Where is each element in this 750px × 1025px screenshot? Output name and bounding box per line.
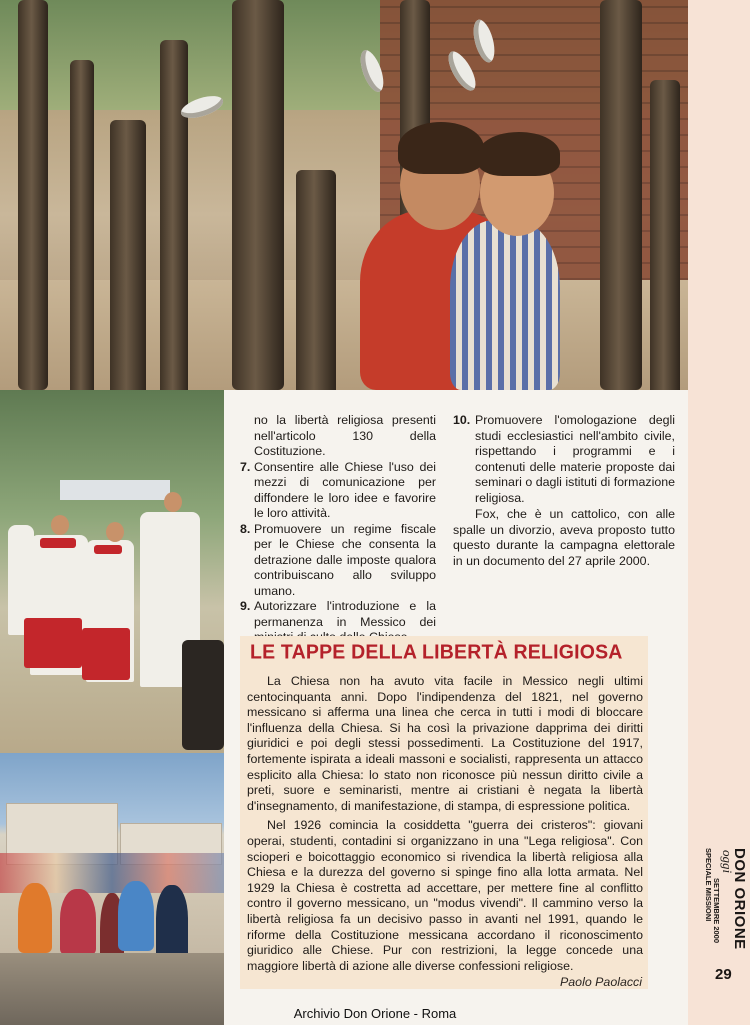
item-text: Promuovere l'omologazione degli studi ecclesiastici nell'ambito civile, rispettando i programmi e i contenuti delle materie proposte dai seminari o dagli istituti di formazione religiosa.	[475, 413, 675, 505]
side-sub2-wrap	[701, 848, 719, 921]
photo-children-fence	[0, 0, 688, 390]
text-column-right	[453, 413, 675, 569]
box-body	[247, 674, 643, 974]
item-number: 10.	[453, 413, 471, 427]
continuation-text: no la libertà religiosa presenti nell'articolo 130 della Costituzione.	[254, 413, 436, 458]
item-number: 8.	[240, 521, 251, 536]
page-number: 29	[715, 966, 732, 983]
box-paragraph: Nel 1926 comincia la cosiddetta "guerra dei cristeros": giovani operai, studenti, contadini si organizzano in una "Lega religiosa". Con scioperi e boicottaggio economico si rivendica la libertà religiosa alla Chiesa e la durezza del governo si spinge fino alla lotta armata. Nel 1929 la Chiesa è costretta ad accettare, per mettere fine al conflitto contro il governo messicano, un "modus vivendi". Il cammino verso la libertà religiosa fa un decisivo passo in avanti nel 1991, quando le riforme della Costituzione messicana accordano il riconoscimento giuridico alle Chiese. Pur con restrizioni, la legge concede una maggiore libertà di azione alle diverse confessioni religiose.	[247, 818, 643, 973]
magazine-side-label	[696, 848, 750, 968]
box-title: LE TAPPE DELLA LIBERTÀ RELIGIOSA	[250, 640, 623, 664]
sidebar-box-religious-freedom	[240, 636, 648, 989]
magazine-brand: DON ORIONE	[731, 848, 748, 950]
author-signature: Paolo Paolacci	[560, 975, 642, 989]
magazine-logo: oggi	[720, 850, 735, 874]
box-paragraph: La Chiesa non ha avuto vita facile in Messico negli ultimi centocinquanta anni. Dopo l'indipendenza del 1821, nel governo messicano si afferma una linea che cerca in tutti i modi di bloccare l'influenza della Chiesa. Si ha così la privazione dapprima dei diritti giuridici e poi degli stessi possedimenti. La Costituzione del 1917, fortemente ispirata a ideali massoni e socialisti, rappresenta un attacco esplicito alla Chiesa: lo stato non riconosce più nessun diritto civile a preti, suore e seminaristi, mentre ai cristiani è negata la libertà d'insegnamento, di manifestazione, di stampa, di espressione politica.	[247, 674, 643, 813]
proposal-list	[240, 460, 436, 646]
issue-date: SETTEMBRE 2000	[712, 878, 721, 944]
item-text: Autorizzare l'introduzione e la permanenza in Messico dei	[254, 599, 436, 629]
proposal-list-continued	[453, 413, 675, 506]
photo-procession	[0, 390, 224, 753]
side-logo-wrap	[718, 848, 736, 873]
list-item	[240, 460, 436, 522]
list-item	[453, 413, 675, 506]
item-number: 9.	[240, 599, 251, 613]
item-number: 7.	[240, 459, 251, 474]
text-column-left	[240, 413, 436, 646]
archive-footer: Archivio Don Orione - Roma	[293, 1006, 457, 1021]
issue-section: SPECIALE MISSIONI	[704, 848, 713, 922]
list-item	[240, 522, 436, 600]
item-text: Promuovere un regime fiscale per le Chiese che consenta la detrazione dalle imposte qualora contribuiscano allo sviluppo umano.	[254, 521, 436, 598]
photo-children-dancing	[0, 753, 224, 1025]
item-text: Consentire alle Chiese l'uso dei mezzi di comunicazione per diffondere le loro idee e favorire le loro attività.	[254, 459, 436, 520]
body-paragraph: Fox, che è un cattolico, con alle spalle un divorzio, aveva proposto tutto questo durante la campagna elettorale in un documento del 27 aprile 2000.	[453, 507, 675, 568]
